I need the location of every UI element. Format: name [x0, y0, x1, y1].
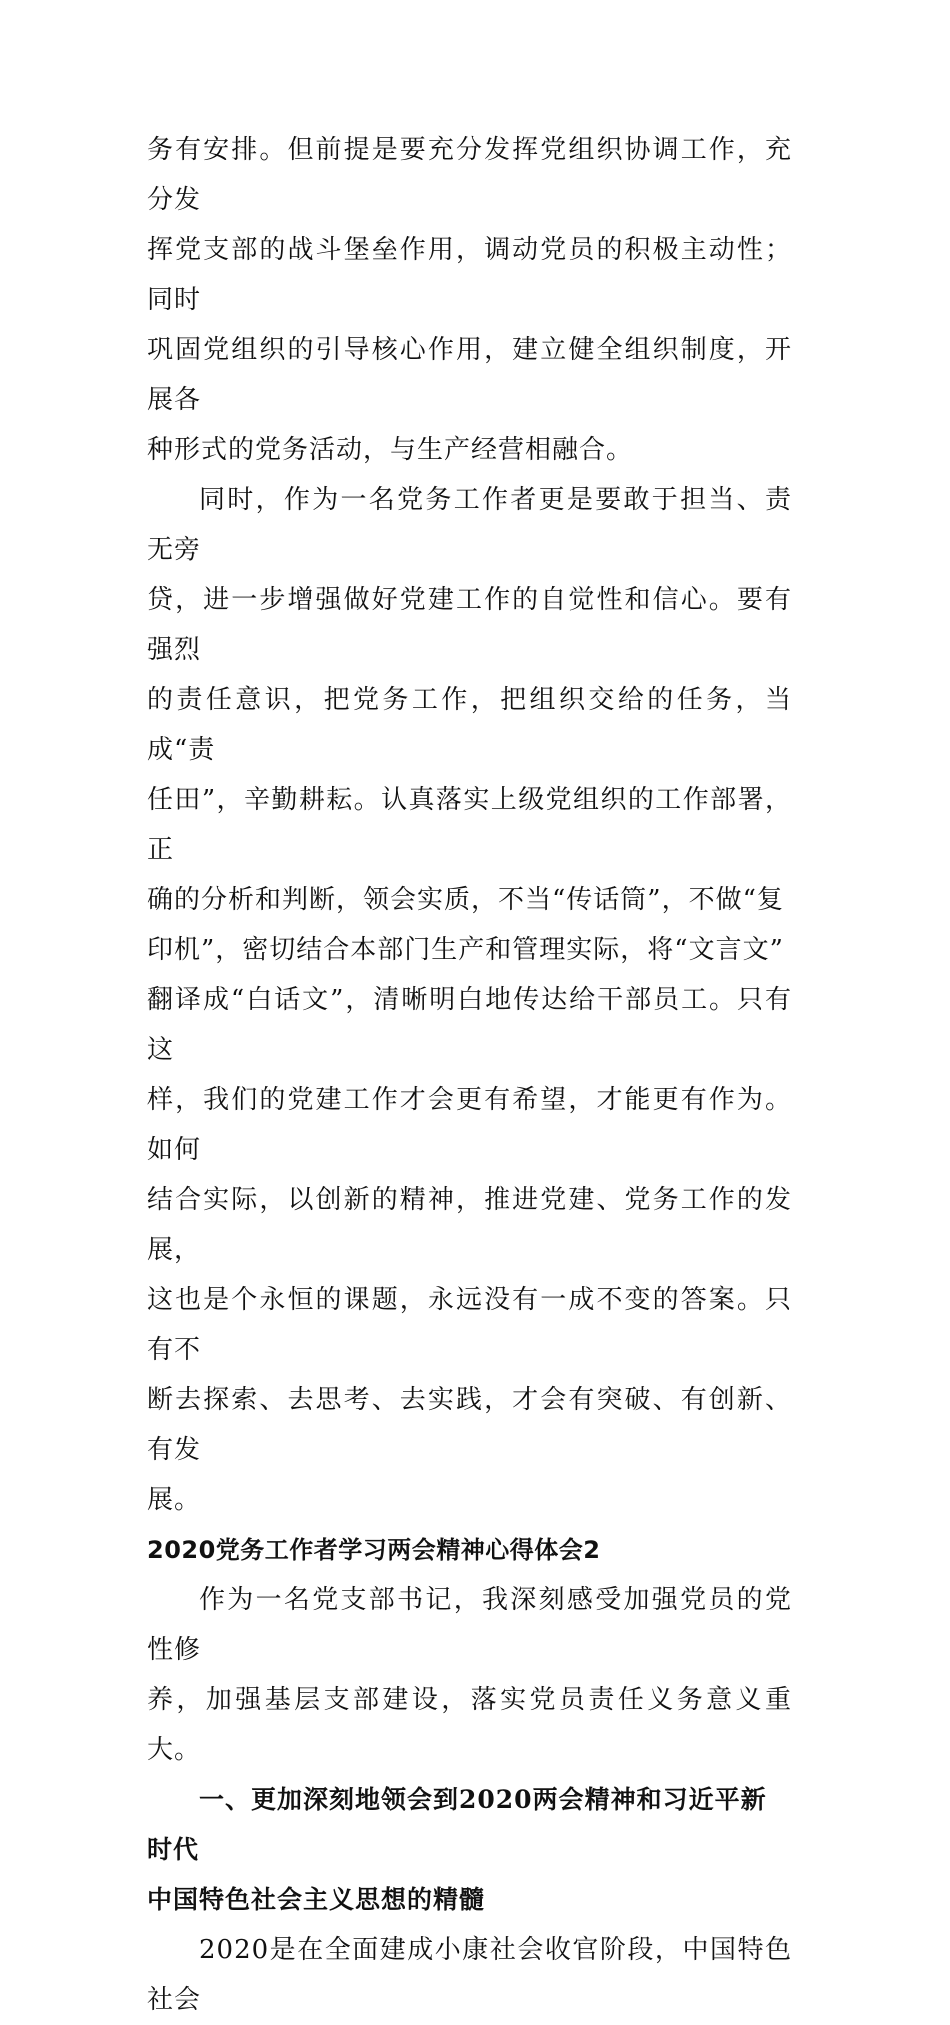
- text-line: 巩固党组织的引导核心作用，建立健全组织制度，开展各: [147, 335, 792, 415]
- text-line: 2020是在全面建成小康社会收官阶段，中国特色社会: [147, 1935, 792, 2015]
- heading-one: [147, 1775, 792, 1925]
- text-line: 这也是个永恒的课题，永远没有一成不变的答案。只有不: [147, 1285, 792, 1365]
- paragraph-1: [147, 125, 792, 475]
- last-paragraph: [147, 1925, 792, 2025]
- text-line: 养，加强基层支部建设，落实党员责任义务意义重大。: [147, 1685, 792, 1765]
- text-line: 挥党支部的战斗堡垒作用，调动党员的积极主动性；同时: [147, 235, 792, 315]
- intro-paragraph: [147, 1575, 792, 1775]
- text-line: 的责任意识，把党务工作，把组织交给的任务，当成“责: [147, 685, 792, 765]
- text-line: 任田”，辛勤耕耘。认真落实上级党组织的工作部署，正: [147, 785, 792, 865]
- text-line: 样，我们的党建工作才会更有希望，才能更有作为。如何: [147, 1085, 792, 1165]
- text-line: 翻译成“白话文”，清晰明白地传达给干部员工。只有这: [147, 985, 792, 1065]
- document-body: [147, 125, 792, 2025]
- paragraph-2: [147, 475, 792, 1525]
- section-title: 2020党务工作者学习两会精神心得体会2: [147, 1536, 601, 1564]
- text-line: 印机”，密切结合本部门生产和管理实际，将“文言文”: [147, 935, 784, 965]
- text-line: 种形式的党务活动，与生产经营相融合。: [147, 435, 634, 465]
- text-line: 展。: [147, 1485, 202, 1515]
- text-line: 结合实际，以创新的精神，推进党建、党务工作的发展，: [147, 1185, 792, 1265]
- text-line: 作为一名党支部书记，我深刻感受加强党员的党性修: [147, 1585, 792, 1665]
- text-line: 同时，作为一名党务工作者更是要敢于担当、责无旁: [147, 485, 792, 565]
- heading-line: 一、更加深刻地领会到2020两会精神和习近平新时代: [147, 1785, 767, 1864]
- text-line: 断去探索、去思考、去实践，才会有突破、有创新、有发: [147, 1385, 792, 1465]
- text-line: 确的分析和判断，领会实质，不当“传话筒”，不做“复: [147, 885, 784, 915]
- heading-line: 中国特色社会主义思想的精髓: [147, 1885, 486, 1914]
- text-line: 贷，进一步增强做好党建工作的自觉性和信心。要有强烈: [147, 585, 792, 665]
- text-line: 务有安排。但前提是要充分发挥党组织协调工作，充分发: [147, 135, 792, 215]
